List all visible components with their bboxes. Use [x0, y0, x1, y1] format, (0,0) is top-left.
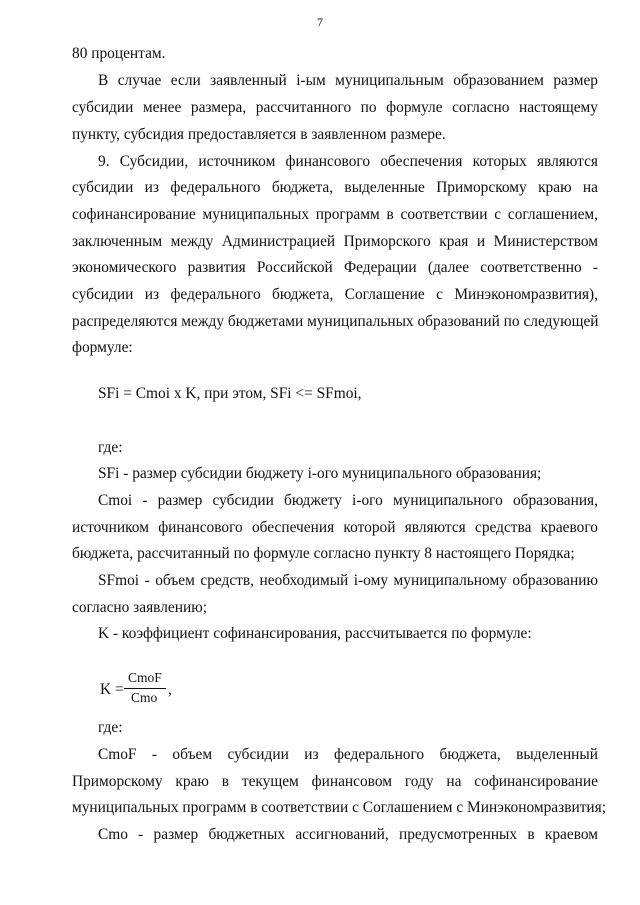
text-line: софинансирование муниципальных программ в соответствии с соглашением, [72, 206, 598, 223]
text-line: Cmoi - размер субсидии бюджету i-ого муниципального образования, [98, 492, 598, 509]
text-line: где: [98, 439, 123, 456]
formula-k-lhs: K = [100, 681, 124, 698]
text-line: субсидии из федерального бюджета, Соглашение с Минэкономразвития), [72, 286, 598, 303]
text-line: согласно заявлению; [72, 599, 207, 616]
page-number: 7 [317, 15, 323, 29]
text-line: SFmoi - объем средств, необходимый i-ому муниципальному образованию [98, 572, 598, 589]
formula-k [100, 670, 220, 714]
text-line: 9. Субсидии, источником финансового обеспечения которых являются [98, 153, 598, 170]
text-line: пункту, субсидия предоставляется в заявленном размере. [72, 126, 446, 143]
text-line: 80 процентам. [72, 45, 166, 62]
formula-k-tail: , [168, 681, 172, 698]
text-line: экономического развития Российской Федерации (далее соответственно - [72, 259, 598, 276]
text-line: Приморскому краю в текущем финансовом году на софинансирование [72, 773, 598, 790]
formula-sfi: SFi = Cmoi x K, при этом, SFi <= SFmoi, [98, 385, 362, 402]
formula-k-denominator: Cmo [131, 690, 158, 705]
text-line: CmoF - объем субсидии из федерального бюджета, выделенный [98, 746, 598, 763]
text-line: субсидии из федерального бюджета, выделенные Приморскому краю на [72, 179, 598, 196]
text-line: В случае если заявленный i-ым муниципальным образованием размер [98, 72, 598, 89]
text-line: распределяются между бюджетами муниципальных образований по следующей [72, 313, 599, 330]
text-line: муниципальных программ в соответствии с Соглашением с Минэкономразвития; [72, 799, 607, 816]
text-line: субсидии менее размера, рассчитанного по формуле согласно настоящему [72, 99, 598, 116]
text-line: формуле: [72, 339, 133, 356]
formula-k-numerator: CmoF [128, 670, 162, 685]
text-line: SFi - размер субсидии бюджету i-ого муниципального образования; [98, 465, 542, 482]
text-line: где: [98, 719, 123, 736]
text-line: Cmo - размер бюджетных ассигнований, предусмотренных в краевом [98, 826, 598, 843]
text-line: K - коэффициент софинансирования, рассчитывается по формуле: [98, 625, 532, 642]
text-line: бюджета, рассчитанный по формуле согласно пункту 8 настоящего Порядка; [72, 545, 575, 562]
fraction-bar [124, 688, 166, 689]
text-line: источником финансового обеспечения которой являются средства краевого [72, 519, 598, 536]
text-line: заключенным между Администрацией Приморского края и Министерством [72, 233, 598, 250]
